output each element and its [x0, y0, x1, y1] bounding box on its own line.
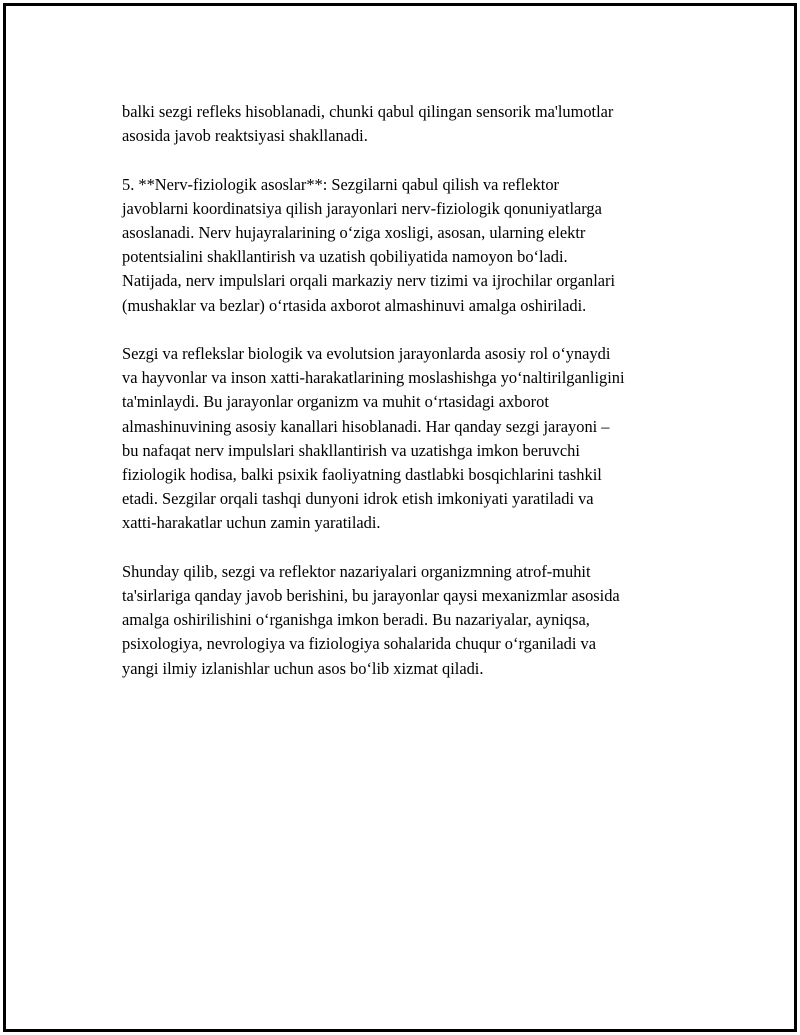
text-line: va hayvonlar va inson xatti-harakatlarining moslashishga yo‘naltirilganligini — [122, 368, 625, 388]
paragraph-2 — [122, 173, 702, 318]
text-line: bu nafaqat nerv impulslari shakllantirish va uzatishga imkon beruvchi — [122, 440, 580, 460]
text-line: balki sezgi refleks hisoblanadi, chunki qabul qilingan sensorik ma'lumotlar — [122, 102, 614, 121]
text-line: Shunday qilib, sezgi va reflektor nazariyalari organizmning atrof-muhit — [122, 561, 591, 581]
text-line: javoblarni koordinatsiya qilish jarayonlari nerv-fiziologik qonuniyatlarga — [122, 198, 602, 218]
text-line: etadi. Sezgilar orqali tashqi dunyoni idrok etish imkoniyati yaratiladi va — [122, 489, 594, 509]
text-line: Natijada, nerv impulslari orqali markaziy nerv tizimi va ijrochilar organlari — [122, 271, 616, 291]
text-line: Sezgi va reflekslar biologik va evolutsion jarayonlarda asosiy rol o‘ynaydi — [122, 344, 611, 363]
paragraph-1 — [122, 100, 702, 148]
document-body — [122, 100, 702, 705]
text-line: ta'sirlariga qanday javob berishini, bu jarayonlar qaysi mexanizmlar asosida — [122, 586, 620, 606]
text-line: yangi ilmiy izlanishlar uchun asos bo‘lib xizmat qiladi. — [122, 658, 484, 678]
page-frame — [3, 3, 797, 1032]
text-line: amalga oshirilishini o‘rganishga imkon beradi. Bu nazariyalar, ayniqsa, — [122, 610, 590, 630]
text-line: psixologiya, nevrologiya va fiziologiya sohalarida chuqur o‘rganiladi va — [122, 634, 596, 654]
text-line: ta'minlaydi. Bu jarayonlar organizm va muhit o‘rtasidagi axborot — [122, 392, 549, 412]
text-line: asosida javob reaktsiyasi shakllanadi. — [122, 126, 368, 146]
paragraph-3 — [122, 342, 702, 536]
text-line: almashinuvining asosiy kanallari hisoblanadi. Har qanday sezgi jarayoni – — [122, 416, 610, 436]
text-line: fiziologik hodisa, balki psixik faoliyatning dastlabki bosqichlarini tashkil — [122, 465, 602, 485]
text-line: (mushaklar va bezlar) o‘rtasida axborot almashinuvi amalga oshiriladi. — [122, 295, 587, 315]
text-line: potentsialini shakllantirish va uzatish qobiliyatida namoyon bo‘ladi. — [122, 247, 568, 267]
text-line: 5. **Nerv-fiziologik asoslar**: Sezgilarni qabul qilish va reflektor — [122, 174, 559, 194]
paragraph-4 — [122, 560, 702, 681]
text-line: asoslanadi. Nerv hujayralarining o‘ziga xosligi, asosan, ularning elektr — [122, 223, 586, 242]
text-line: xatti-harakatlar uchun zamin yaratiladi. — [122, 513, 381, 533]
